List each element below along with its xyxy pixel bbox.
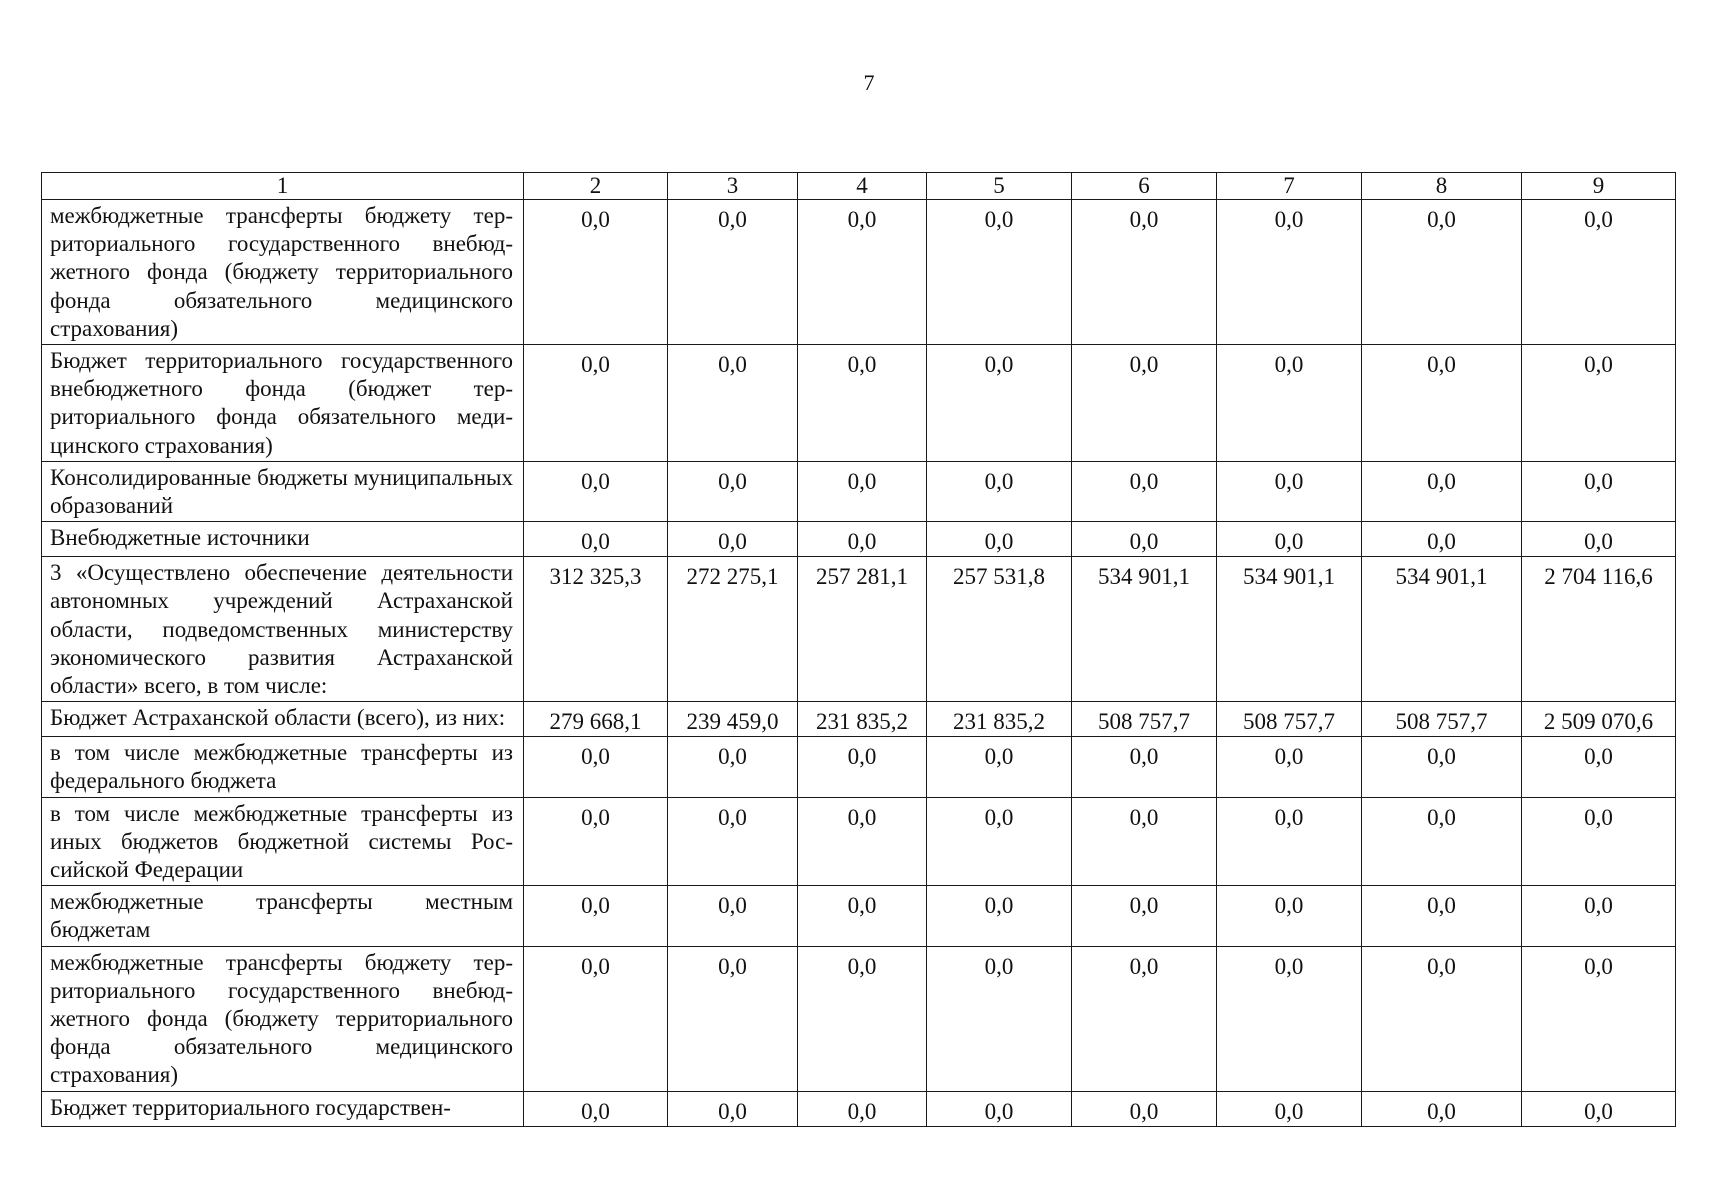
table-row [42,461,1676,521]
cell-value-col-2: 0,0 [524,737,668,797]
cell-value-col-4: 0,0 [798,200,927,345]
cell-value-col-5: 0,0 [927,1091,1072,1126]
cell-value-col-2: 0,0 [524,946,668,1091]
cell-value-col-8: 508 757,7 [1362,702,1522,737]
cell-value-col-3: 0,0 [668,797,798,886]
cell-value-col-4: 257 281,1 [798,557,927,702]
column-header-8: 8 [1362,173,1522,200]
cell-value-col-8: 0,0 [1362,946,1522,1091]
column-header-6: 6 [1072,173,1217,200]
row-label: межбюджетные трансферты бюджету территориального государственного внебюджетного фонда (бюджету территориального фонда обязательного медицинского страхования) [42,946,524,1091]
cell-value-col-2: 0,0 [524,797,668,886]
table-row [42,886,1676,946]
cell-value-col-9: 0,0 [1522,522,1676,557]
cell-value-col-9: 0,0 [1522,797,1676,886]
table-row [42,702,1676,737]
table-row [42,797,1676,886]
cell-value-col-3: 0,0 [668,1091,798,1126]
column-header-9: 9 [1522,173,1676,200]
table-row [42,345,1676,462]
table-row [42,200,1676,345]
cell-value-col-3: 0,0 [668,737,798,797]
cell-value-col-6: 0,0 [1072,946,1217,1091]
cell-value-col-3: 272 275,1 [668,557,798,702]
cell-value-col-7: 0,0 [1217,1091,1362,1126]
cell-value-col-4: 0,0 [798,797,927,886]
column-header-4: 4 [798,173,927,200]
cell-value-col-8: 0,0 [1362,200,1522,345]
cell-value-col-4: 0,0 [798,737,927,797]
cell-value-col-3: 0,0 [668,345,798,462]
cell-value-col-6: 0,0 [1072,797,1217,886]
column-header-2: 2 [524,173,668,200]
cell-value-col-2: 0,0 [524,345,668,462]
cell-value-col-9: 0,0 [1522,345,1676,462]
cell-value-col-7: 0,0 [1217,461,1362,521]
row-label: Бюджет Астраханской области (всего), из них: [42,702,524,737]
cell-value-col-5: 257 531,8 [927,557,1072,702]
cell-value-col-6: 0,0 [1072,886,1217,946]
cell-value-col-7: 0,0 [1217,345,1362,462]
cell-value-col-4: 0,0 [798,946,927,1091]
column-header-3: 3 [668,173,798,200]
cell-value-col-8: 0,0 [1362,797,1522,886]
column-header-7: 7 [1217,173,1362,200]
cell-value-col-3: 0,0 [668,200,798,345]
table-row [42,1091,1676,1126]
cell-value-col-3: 239 459,0 [668,702,798,737]
cell-value-col-6: 0,0 [1072,461,1217,521]
cell-value-col-7: 0,0 [1217,522,1362,557]
cell-value-col-5: 0,0 [927,797,1072,886]
cell-value-col-5: 0,0 [927,200,1072,345]
cell-value-col-5: 0,0 [927,461,1072,521]
cell-value-col-5: 0,0 [927,737,1072,797]
cell-value-col-7: 534 901,1 [1217,557,1362,702]
cell-value-col-4: 0,0 [798,461,927,521]
cell-value-col-8: 0,0 [1362,345,1522,462]
cell-value-col-2: 0,0 [524,461,668,521]
cell-value-col-3: 0,0 [668,946,798,1091]
row-label: Консолидированные бюджеты муниципальных образований [42,461,524,521]
cell-value-col-4: 0,0 [798,1091,927,1126]
cell-value-col-6: 0,0 [1072,200,1217,345]
table-row [42,557,1676,702]
cell-value-col-5: 0,0 [927,522,1072,557]
cell-value-col-7: 0,0 [1217,946,1362,1091]
cell-value-col-2: 0,0 [524,522,668,557]
cell-value-col-6: 0,0 [1072,522,1217,557]
cell-value-col-8: 534 901,1 [1362,557,1522,702]
cell-value-col-4: 0,0 [798,345,927,462]
cell-value-col-6: 508 757,7 [1072,702,1217,737]
table-row [42,737,1676,797]
cell-value-col-8: 0,0 [1362,886,1522,946]
cell-value-col-4: 0,0 [798,522,927,557]
cell-value-col-7: 508 757,7 [1217,702,1362,737]
cell-value-col-7: 0,0 [1217,200,1362,345]
table-body [42,200,1676,1127]
row-label: Бюджет территориального государствен- [42,1091,524,1126]
header-row [42,173,1676,200]
row-label: Внебюджетные источники [42,522,524,557]
cell-value-col-7: 0,0 [1217,797,1362,886]
page-number: 7 [863,70,875,95]
cell-value-col-9: 0,0 [1522,886,1676,946]
cell-value-col-6: 0,0 [1072,737,1217,797]
cell-value-col-6: 534 901,1 [1072,557,1217,702]
budget-table [41,172,1676,1127]
cell-value-col-4: 231 835,2 [798,702,927,737]
cell-value-col-8: 0,0 [1362,461,1522,521]
cell-value-col-7: 0,0 [1217,737,1362,797]
cell-value-col-9: 2 704 116,6 [1522,557,1676,702]
cell-value-col-9: 0,0 [1522,461,1676,521]
cell-value-col-4: 0,0 [798,886,927,946]
table-row [42,946,1676,1091]
cell-value-col-9: 2 509 070,6 [1522,702,1676,737]
cell-value-col-8: 0,0 [1362,522,1522,557]
cell-value-col-8: 0,0 [1362,1091,1522,1126]
cell-value-col-9: 0,0 [1522,946,1676,1091]
table-row [42,522,1676,557]
cell-value-col-5: 0,0 [927,345,1072,462]
cell-value-col-5: 231 835,2 [927,702,1072,737]
row-label: Бюджет территориального государственного внебюджетного фонда (бюджет территориального фонда обязательного медицинского страхования) [42,345,524,462]
cell-value-col-8: 0,0 [1362,737,1522,797]
column-header-5: 5 [927,173,1072,200]
row-label: межбюджетные трансферты местным бюджетам [42,886,524,946]
cell-value-col-6: 0,0 [1072,1091,1217,1126]
cell-value-col-2: 0,0 [524,200,668,345]
cell-value-col-6: 0,0 [1072,345,1217,462]
cell-value-col-5: 0,0 [927,946,1072,1091]
row-label: в том числе межбюджетные трансферты из федерального бюджета [42,737,524,797]
row-label: 3 «Осуществлено обеспечение деятельности автономных учреждений Астраханской области, подведомственных министерству экономического развития Астраханской области» всего, в том числе: [42,557,524,702]
cell-value-col-2: 312 325,3 [524,557,668,702]
cell-value-col-7: 0,0 [1217,886,1362,946]
cell-value-col-9: 0,0 [1522,737,1676,797]
cell-value-col-2: 0,0 [524,886,668,946]
cell-value-col-3: 0,0 [668,461,798,521]
cell-value-col-2: 0,0 [524,1091,668,1126]
row-label: межбюджетные трансферты бюджету территориального государственного внебюджетного фонда (бюджету территориального фонда обязательного медицинского страхования) [42,200,524,345]
column-header-1: 1 [42,173,524,200]
cell-value-col-9: 0,0 [1522,200,1676,345]
cell-value-col-3: 0,0 [668,886,798,946]
row-label: в том числе межбюджетные трансферты из иных бюджетов бюджетной системы Российской Федерации [42,797,524,886]
cell-value-col-9: 0,0 [1522,1091,1676,1126]
cell-value-col-3: 0,0 [668,522,798,557]
cell-value-col-5: 0,0 [927,886,1072,946]
cell-value-col-2: 279 668,1 [524,702,668,737]
